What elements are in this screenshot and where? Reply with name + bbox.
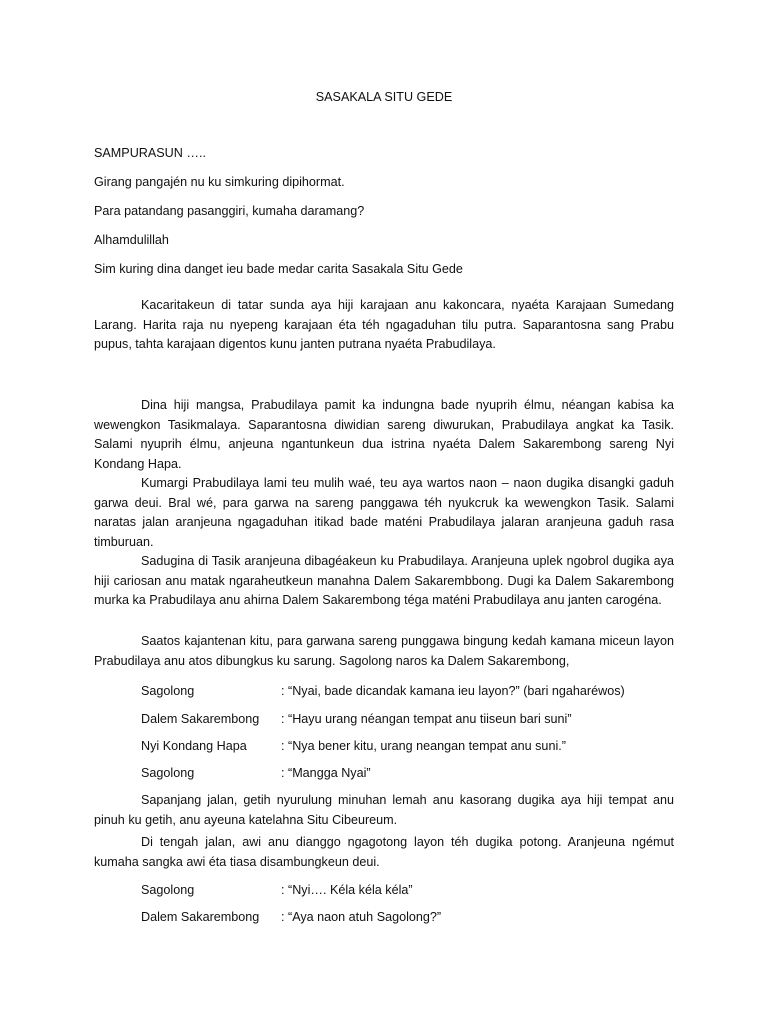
dialogue-line: : “Nyi…. Kéla kéla kéla” — [281, 883, 413, 897]
dialogue-speaker: Dalem Sakarembong — [141, 712, 260, 726]
dialogue-speaker: Sagolong — [141, 684, 195, 698]
opening-line: Girang pangajén nu ku simkuring dipihormat. — [94, 175, 345, 189]
dialogue-line: : “Nyai, bade dicandak kamana ieu layon?” (bari ngaharéwos) — [281, 684, 625, 698]
dialogue-line: : “Mangga Nyai” — [281, 766, 371, 780]
dialogue-row — [141, 881, 674, 900]
dialogue-speaker: Sagolong — [141, 883, 195, 897]
dialogue-row — [141, 710, 674, 729]
dialogue-line: : “Aya naon atuh Sagolong?” — [281, 910, 442, 924]
opening-line: Sim kuring dina danget ieu bade medar carita Sasakala Situ Gede — [94, 262, 463, 276]
dialogue-line: : “Hayu urang néangan tempat anu tiiseun bari suni” — [281, 712, 572, 726]
story-paragraph: Kacaritakeun di tatar sunda aya hiji karajaan anu kakoncara, nyaéta Karajaan Sumedang Larang. Harita raja nu nyepeng karajaan éta téh ngagaduhan tilu putra. Saparantosna sang Prabu pupus, tahta karajaan digentos kunu janten putrana nyaéta Prabudilaya. — [94, 298, 674, 351]
dialogue-speaker: Sagolong — [141, 766, 195, 780]
dialogue-speaker: Dalem Sakarembong — [141, 910, 260, 924]
opening-line: SAMPURASUN ….. — [94, 146, 206, 160]
story-paragraph: Saatos kajantenan kitu, para garwana sareng punggawa bingung kedah kamana miceun layon Prabudilaya anu atos dibungkus ku sarung. Sagolong naros ka Dalem Sakarembong, — [94, 634, 674, 668]
story-paragraph: Kumargi Prabudilaya lami teu mulih waé, teu aya wartos naon – naon dugika disangki gaduh garwa deui. Bral wé, para garwa na sareng panggawa téh nyukcruk ka wewengkon Tasik. Salami naratas jalan aranjeuna ngagaduhan itikad bade maténi Prabudilaya jalaran aranjeuna gaduh rasa timburuan. — [94, 476, 674, 549]
dialogue-speaker: Nyi Kondang Hapa — [141, 739, 247, 753]
opening-line: Alhamdulillah — [94, 233, 169, 247]
story-paragraph: Di tengah jalan, awi anu dianggo ngagotong layon téh dugika potong. Aranjeuna ngémut kumaha sangka awi éta tiasa disambungkeun deui. — [94, 835, 674, 869]
dialogue-row — [141, 682, 674, 701]
dialogue-row — [141, 908, 674, 927]
opening-line: Para patandang pasanggiri, kumaha daramang? — [94, 204, 365, 218]
story-paragraph: Sadugina di Tasik aranjeuna dibagéakeun ku Prabudilaya. Aranjeuna uplek ngobrol dugika aya hiji cariosan anu matak ngaraheutkeun manahna Dalem Sakarembbong. Dugi ka Dalem Sakarembong murka ka Prabudilaya anu ahirna Dalem Sakarembong téga maténi Prabudilaya anu janten carogéna. — [94, 554, 674, 607]
story-paragraph: Sapanjang jalan, getih nyurulung minuhan lemah anu kasorang dugika aya hiji tempat anu pinuh ku getih, anu ayeuna katelahna Situ Cibeureum. — [94, 793, 674, 827]
story-paragraph: Dina hiji mangsa, Prabudilaya pamit ka indungna bade nyuprih élmu, néangan kabisa ka wewengkon Tasikmalaya. Saparantosna diwidian sareng diwurukan, Prabudilaya angkat ka Tasik. Salami nyuprih élmu, anjeuna ngantunkeun dua istrina nyaéta Dalem Sakarembong sareng Nyi Kondang Hapa. — [94, 398, 674, 471]
dialogue-row — [141, 764, 674, 783]
document-title: SASAKALA SITU GEDE — [315, 90, 453, 104]
dialogue-line: : “Nya bener kitu, urang neangan tempat anu suni.” — [281, 739, 566, 753]
opening-greetings — [94, 144, 674, 289]
dialogue-row — [141, 737, 674, 756]
